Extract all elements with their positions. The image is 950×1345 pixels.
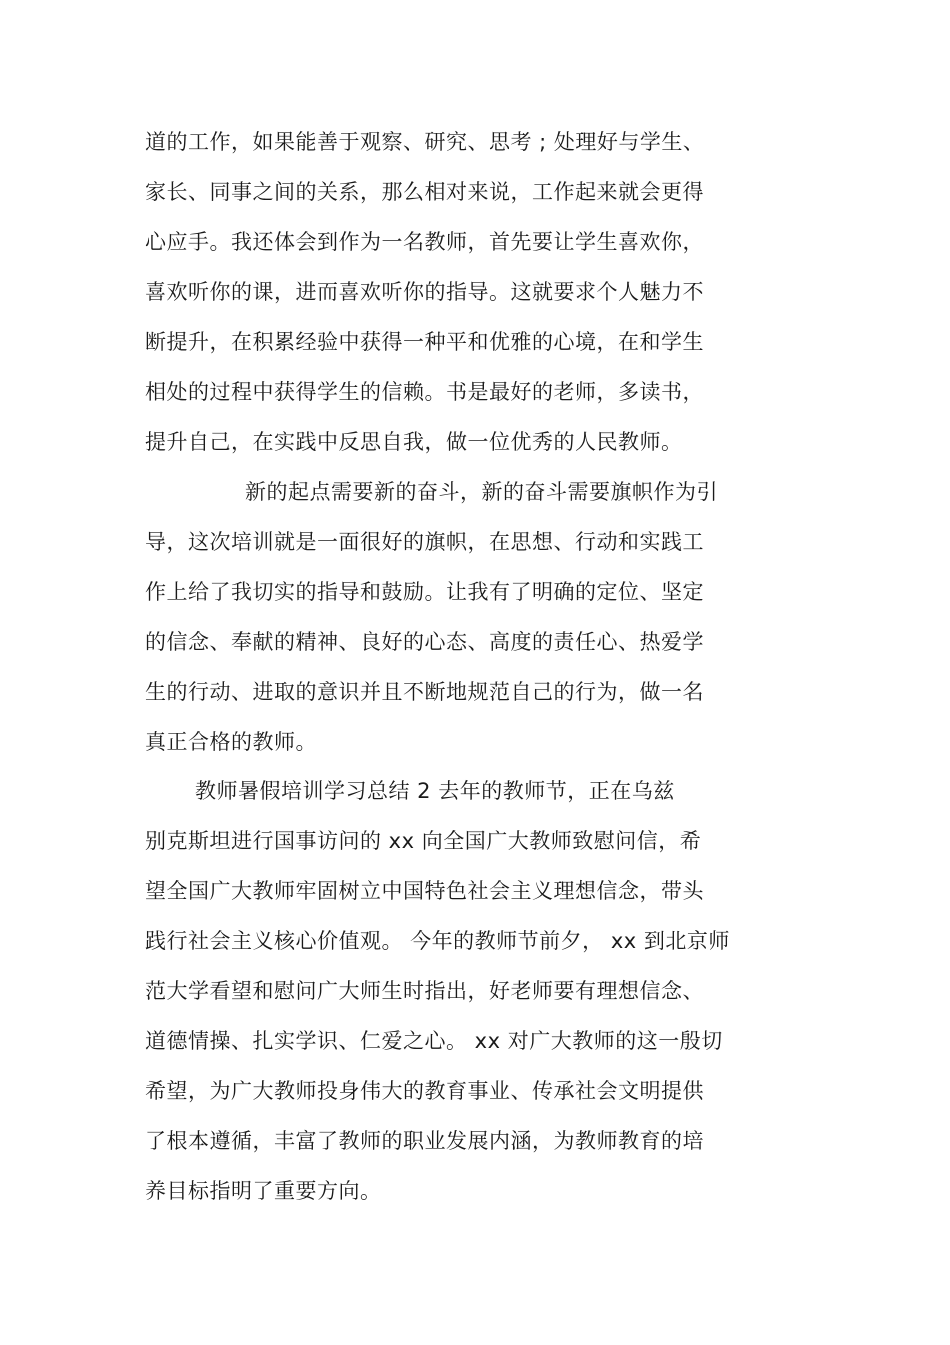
text-line: 的信念、奉献的精神、良好的心态、高度的责任心、热爱学 bbox=[145, 630, 704, 654]
text-line: 道的工作，如果能善于观察、研究、思考 ; 处理好与学生、 bbox=[145, 130, 705, 154]
text-line: 真正合格的教师。 bbox=[145, 730, 317, 754]
text-line: 断提升，在积累经验中获得一种平和优雅的心境，在和学生 bbox=[145, 330, 704, 354]
text-line: 别克斯坦进行国事访问的 xx 向全国广大教师致慰问信，希 bbox=[145, 829, 702, 853]
text-line: 作上给了我切实的指导和鼓励。让我有了明确的定位、坚定 bbox=[145, 580, 704, 604]
text-line: 了根本遵循，丰富了教师的职业发展内涵，为教师教育的培 bbox=[145, 1129, 704, 1153]
text-line: 提升自己，在实践中反思自我，做一位优秀的人民教师。 bbox=[145, 430, 683, 454]
text-line: 喜欢听你的课，进而喜欢听你的指导。这就要求个人魅力不 bbox=[145, 280, 704, 304]
text-line: 养目标指明了重要方向。 bbox=[145, 1179, 382, 1203]
text-line: 道德情操、扎实学识、仁爱之心。 xx 对广大教师的这一殷切 bbox=[145, 1029, 723, 1053]
text-line: 心应手。我还体会到作为一名教师，首先要让学生喜欢你， bbox=[145, 230, 704, 254]
paragraph-first-line: 新的起点需要新的奋斗，新的奋斗需要旗帜作为引 bbox=[245, 480, 718, 504]
text-line: 希望，为广大教师投身伟大的教育事业、传承社会文明提供 bbox=[145, 1079, 704, 1103]
text-line: 范大学看望和慰问广大师生时指出，好老师要有理想信念、 bbox=[145, 979, 704, 1003]
section-heading-line: 教师暑假培训学习总结 2 去年的教师节，正在乌兹 bbox=[195, 779, 675, 803]
text-line: 践行社会主义核心价值观。 今年的教师节前夕， xx 到北京师 bbox=[145, 929, 730, 953]
text-line: 望全国广大教师牢固树立中国特色社会主义理想信念，带头 bbox=[145, 879, 704, 903]
text-line: 相处的过程中获得学生的信赖。书是最好的老师，多读书， bbox=[145, 380, 704, 404]
text-line: 导，这次培训就是一面很好的旗帜，在思想、行动和实践工 bbox=[145, 530, 704, 554]
text-line: 家长、同事之间的关系，那么相对来说，工作起来就会更得 bbox=[145, 180, 704, 204]
text-line: 生的行动、进取的意识并且不断地规范自己的行为，做一名 bbox=[145, 680, 704, 704]
